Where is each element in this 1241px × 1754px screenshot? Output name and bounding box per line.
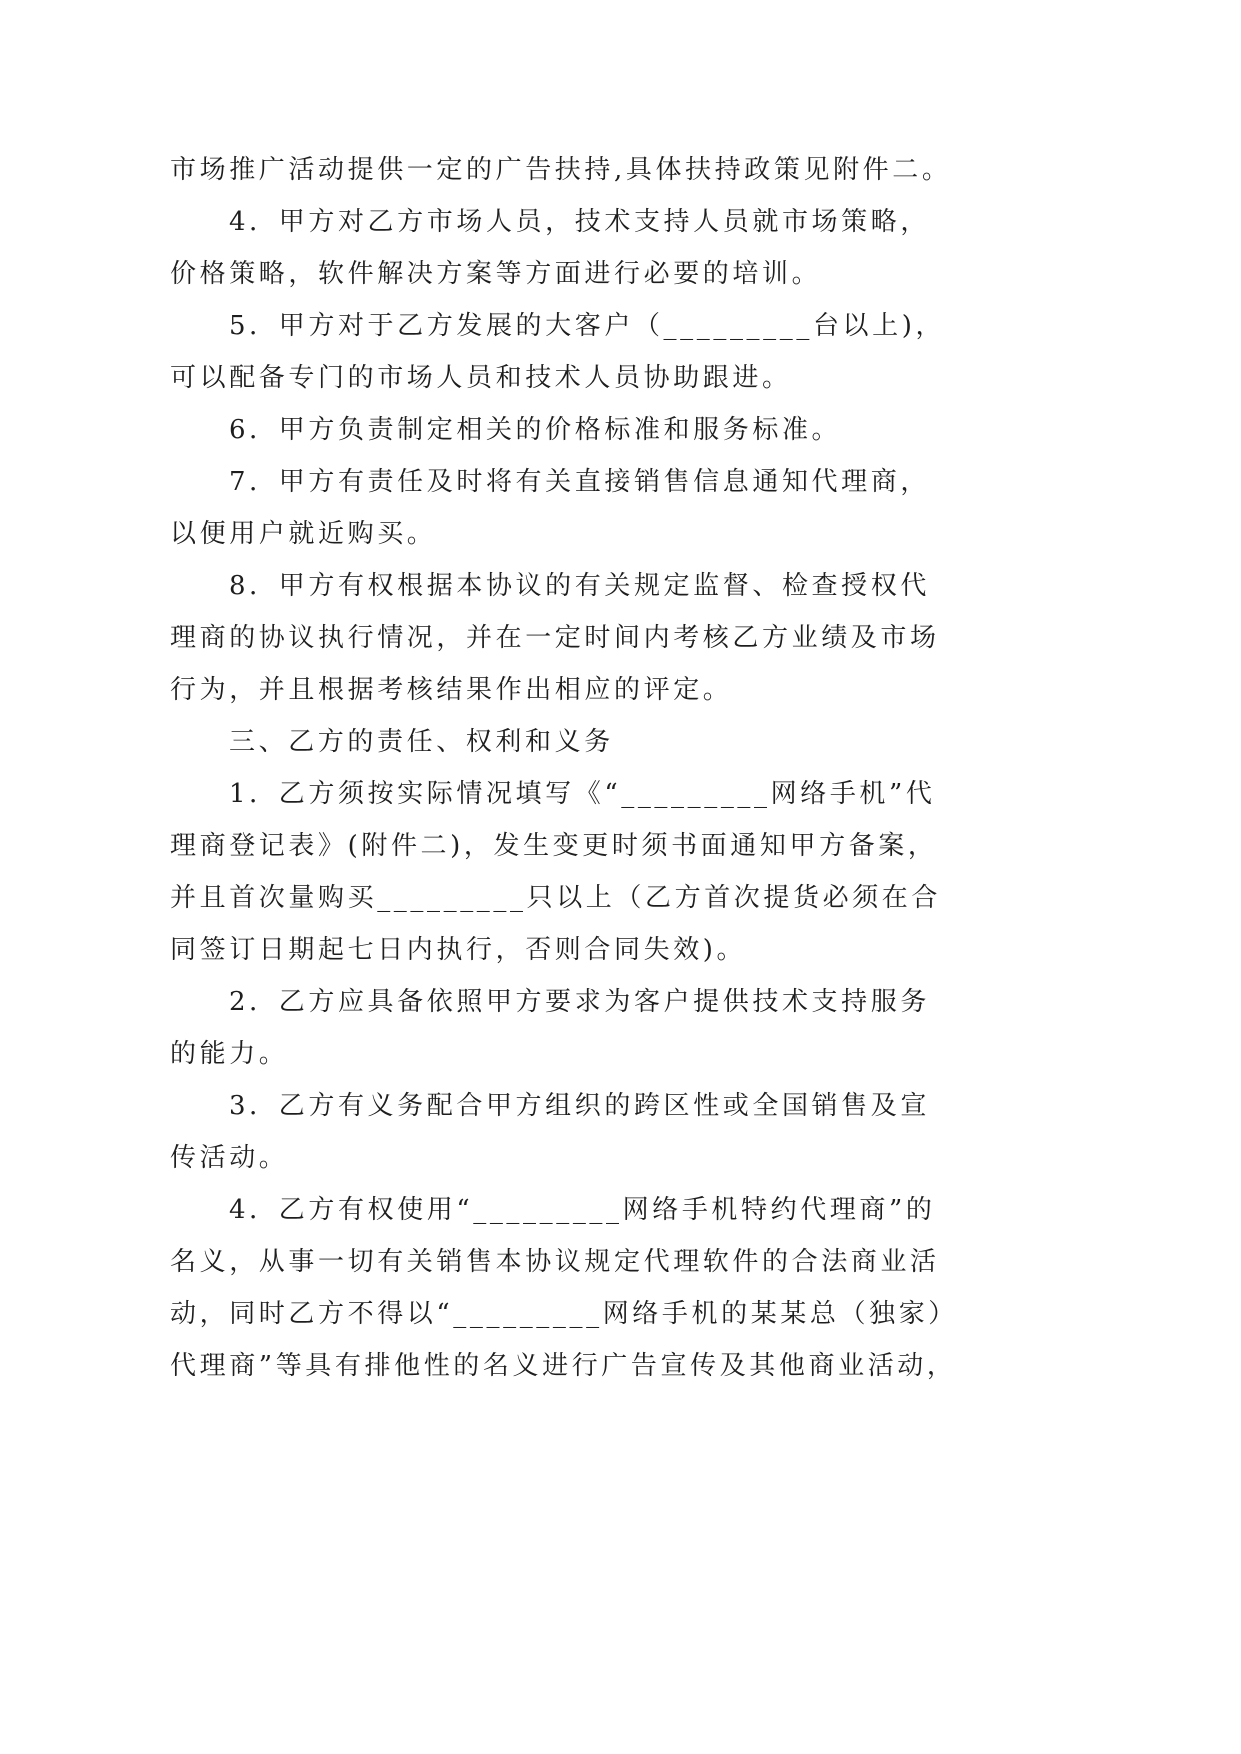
text-line: 可以配备专门的市场人员和技术人员协助跟进。 [170, 363, 792, 393]
text-line: 行为，并且根据考核结果作出相应的评定。 [170, 675, 733, 705]
text-line: 代理商”等具有排他性的名义进行广告宣传及其他商业活动， [170, 1351, 957, 1381]
text-line: 同签订日期起七日内执行，否则合同失效)。 [170, 935, 747, 965]
text-line: 并且首次量购买_________只以上（乙方首次提货必须在合 [170, 883, 942, 913]
text-line: 动，同时乙方不得以“_________网络手机的某某总（独家） [170, 1299, 958, 1329]
text-line: 理商的协议执行情况，并在一定时间内考核乙方业绩及市场 [170, 623, 940, 653]
text-line: 名义，从事一切有关销售本协议规定代理软件的合法商业活 [170, 1247, 940, 1277]
text-line: 传活动。 [170, 1143, 289, 1173]
clause-7-line: 7．甲方有责任及时将有关直接销售信息通知代理商， [229, 467, 930, 497]
clause-3-line: 3．乙方有义务配合甲方组织的跨区性或全国销售及宣 [229, 1091, 930, 1121]
text-line: 价格策略，软件解决方案等方面进行必要的培训。 [170, 259, 822, 289]
text-line: 理商登记表》(附件二)，发生变更时须书面通知甲方备案， [170, 831, 938, 861]
text-line: 市场推广活动提供一定的广告扶持,具体扶持政策见附件二。 [170, 155, 952, 185]
document-body [170, 144, 1170, 1392]
clause-1-line: 1．乙方须按实际情况填写《“_________网络手机”代 [229, 779, 936, 809]
clause-4-line: 4．乙方有权使用“_________网络手机特约代理商”的 [229, 1195, 936, 1225]
clause-5-line: 5．甲方对于乙方发展的大客户（_________台以上)， [229, 311, 946, 341]
text-line: 的能力。 [170, 1039, 289, 1069]
section-heading: 三、乙方的责任、权利和义务 [229, 727, 614, 757]
clause-4-line: 4．甲方对乙方市场人员，技术支持人员就市场策略， [229, 207, 930, 237]
text-line: 以便用户就近购买。 [170, 519, 437, 549]
clause-6-line: 6．甲方负责制定相关的价格标准和服务标准。 [229, 415, 842, 445]
clause-2-line: 2．乙方应具备依照甲方要求为客户提供技术支持服务 [229, 987, 930, 1017]
clause-8-line: 8．甲方有权根据本协议的有关规定监督、检查授权代 [229, 571, 930, 601]
